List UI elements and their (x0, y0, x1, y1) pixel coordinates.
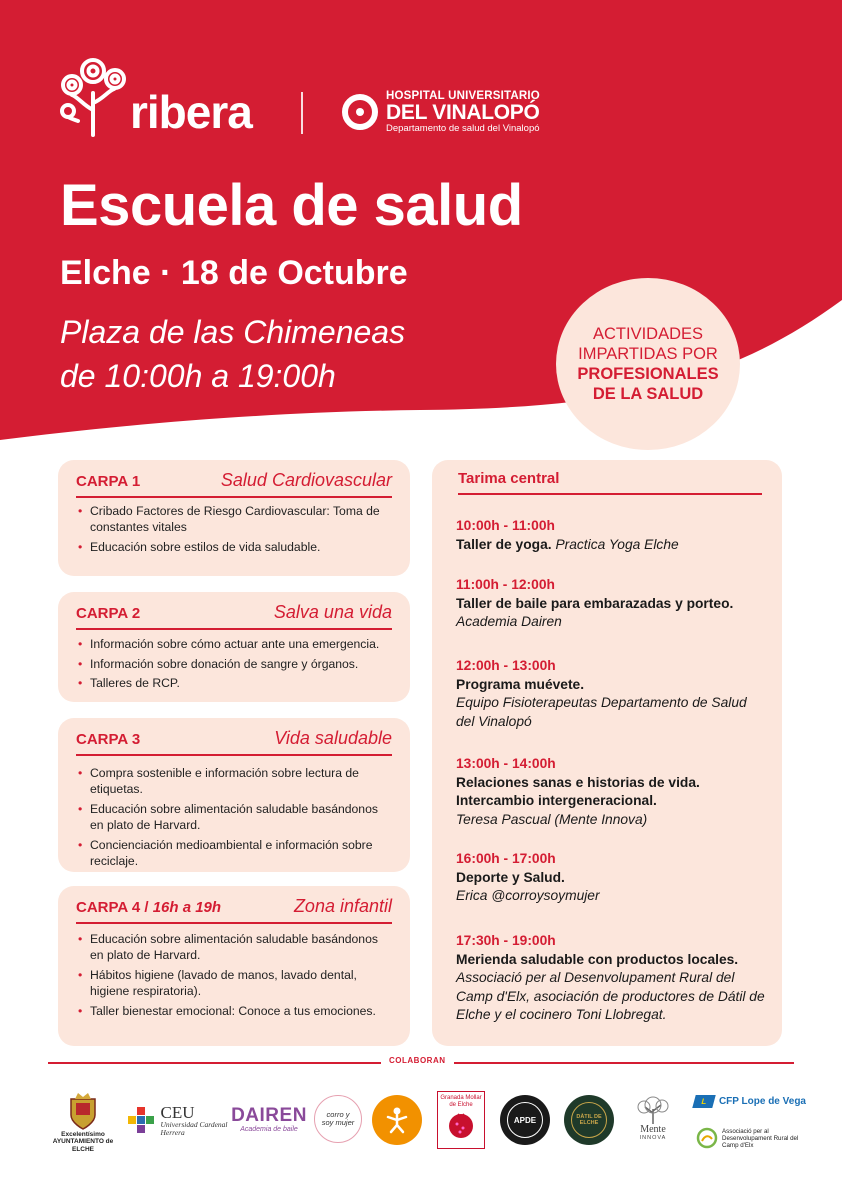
sponsor-mente (626, 1090, 680, 1146)
corro-name: corro y soy mujer (321, 1109, 355, 1127)
schedule-slot (456, 755, 768, 829)
carpa-label (76, 899, 221, 916)
slot-time: 13:00h - 14:00h (456, 756, 556, 771)
list-item: • Información sobre cómo actuar ante una emergencia. (78, 637, 394, 653)
slot-provider: Erica @corroysoymujer (456, 888, 600, 903)
slot-activity: Taller de baile para embarazadas y porteo. (456, 595, 734, 611)
place-line1: Plaza de las Chimeneas (60, 314, 406, 350)
schedule-slot (456, 576, 768, 632)
slot-provider: Teresa Pascual (Mente Innova) (456, 811, 648, 827)
pomegranate-icon (446, 1110, 476, 1140)
sponsor-corro (314, 1095, 362, 1143)
dairen-sub: Academia de baile (240, 1125, 298, 1133)
camp-elx-icon (696, 1127, 718, 1149)
carpa-items (78, 766, 394, 874)
apde-name: APDE (507, 1102, 543, 1138)
carpa-label: CARPA 3 (76, 731, 141, 748)
tree-brain-icon (635, 1095, 671, 1125)
list-item: • Talleres de RCP. (78, 676, 394, 692)
sponsor-cfp (694, 1092, 806, 1110)
camp-elx-name: Associació per al Desenvolupament Rural del Camp d'Elx (722, 1127, 799, 1149)
list-item: • Concienciación medioambiental e información sobre reciclaje. (78, 838, 394, 869)
carpa-1-card (58, 460, 410, 576)
carpa-hours: 16h a 19h (152, 899, 222, 916)
hospital-line3: Departamento de salud del Vinalopó (386, 123, 540, 134)
sponsor-dairen (231, 1098, 307, 1140)
carpa-title: Zona infantil (293, 896, 392, 916)
list-item: • Taller bienestar emocional: Conoce a tus emociones. (78, 1004, 394, 1020)
tree-icon (58, 55, 128, 137)
slot-provider: Practica Yoga Elche (555, 536, 679, 552)
cfp-name: CFP Lope de Vega (718, 1095, 806, 1107)
schedule-slot (456, 850, 768, 906)
sponsor-camp-elx (696, 1122, 808, 1154)
slot-time: 17:30h - 19:00h (456, 933, 556, 948)
page-title: Escuela de salud (60, 173, 523, 238)
ayuntamiento-text: Excelentísimo AYUNTAMIENTO de ELCHE (52, 1130, 114, 1153)
list-item: • Información sobre donación de sangre y órganos. (78, 657, 394, 673)
slot-provider: Associació per al Desenvolupament Rural del Camp d'Elx, asociación de productores de Dátil de Elche y el cocinero Toni Llobregat. (456, 970, 765, 1022)
mente-name: Mente (640, 1124, 666, 1135)
event-date: Elche · 18 de Octubre (60, 254, 408, 292)
datil-name: DÀTIL DE ELCHE (571, 1102, 607, 1138)
dairen-name: DAIREN (231, 1104, 307, 1126)
carpa-label: CARPA 1 (76, 473, 141, 490)
schedule-slot (456, 517, 768, 554)
granada-name: Granada Mollar de Elche (440, 1095, 482, 1108)
sponsor-ceu (124, 1096, 232, 1144)
collaborators-label: COLABORAN (381, 1056, 454, 1065)
ceu-name: CEU (160, 1102, 195, 1122)
place-line2: de 10:00h a 19:00h (60, 358, 336, 394)
slot-provider: Equipo Fisioterapeutas Departamento de Salud del Vinalopó (456, 695, 747, 729)
bubble-line2: IMPARTIDAS POR (578, 345, 718, 363)
event-place (60, 310, 405, 398)
list-item: • Educación sobre alimentación saludable basándonos en plato de Harvard. (78, 932, 394, 963)
list-item: • Cribado Factores de Riesgo Cardiovascular: Toma de constantes vitales (78, 504, 394, 535)
slot-time: 12:00h - 13:00h (456, 658, 556, 673)
schedule-slot (456, 932, 768, 1025)
sponsor-ayuntamiento (46, 1082, 120, 1162)
slot-activity: Taller de yoga. (456, 536, 552, 552)
hospital-line1: HOSPITAL UNIVERSITARIO (386, 90, 540, 102)
slot-activity: Programa muévete. (456, 676, 585, 692)
carpa-items (78, 932, 394, 1025)
bubble-line1: ACTIVIDADES (592, 325, 704, 343)
carpa-title: Salva una vida (273, 602, 392, 622)
tarima-central-card (432, 460, 782, 1046)
carpa-4-card (58, 886, 410, 1046)
list-item: • Educación sobre alimentación saludable basándonos en plato de Harvard. (78, 802, 394, 833)
slot-time: 16:00h - 17:00h (456, 851, 556, 866)
tarima-title: Tarima central (458, 470, 762, 495)
list-item: • Educación sobre estilos de vida saludable. (78, 540, 394, 556)
ceu-cross-icon (126, 1105, 156, 1135)
bubble-line3: PROFESIONALES (577, 365, 719, 383)
sponsor-apde (500, 1095, 550, 1145)
slot-activity: Deporte y Salud. (456, 869, 565, 885)
carpa-label: CARPA 2 (76, 605, 141, 622)
yoga-figure-icon (382, 1105, 412, 1135)
coat-of-arms-icon (66, 1091, 100, 1131)
list-item: • Hábitos higiene (lavado de manos, lavado dental, higiene respiratoria). (78, 968, 394, 999)
hospital-ring-icon (340, 92, 380, 132)
carpa-3-card (58, 718, 410, 872)
carpa-items (78, 504, 394, 561)
carpa-2-card (58, 592, 410, 702)
slot-time: 11:00h - 12:00h (456, 577, 555, 592)
hospital-logo (340, 90, 540, 134)
ribera-logo (58, 55, 252, 137)
sponsor-yoga (372, 1095, 422, 1145)
sponsor-granada (437, 1091, 485, 1149)
mente-sub: INNOVA (639, 1135, 667, 1141)
ribera-wordmark: ribera (130, 86, 252, 138)
list-item: • Compra sostenible e información sobre lectura de etiquetas. (78, 766, 394, 797)
logo-divider (301, 92, 303, 134)
carpa-label-text: CARPA 4 / (76, 899, 153, 916)
carpa-title: Vida saludable (274, 728, 392, 748)
cfp-logo-icon: L (692, 1095, 715, 1108)
sponsor-datil (564, 1095, 614, 1145)
hospital-line2: DEL VINALOPÓ (386, 101, 540, 124)
slot-activity: Relaciones sanas e historias de vida. Intercambio intergeneracional. (456, 774, 700, 808)
carpa-items (78, 637, 394, 696)
carpa-title: Salud Cardiovascular (220, 470, 392, 490)
schedule-slot (456, 657, 768, 731)
slot-activity: Merienda saludable con productos locales. (456, 951, 739, 967)
slot-provider: Academia Dairen (456, 614, 562, 629)
ceu-sub: Universidad Cardenal Herrera (160, 1119, 228, 1137)
professionals-bubble (556, 278, 740, 450)
slot-time: 10:00h - 11:00h (456, 518, 555, 533)
bubble-line4: DE LA SALUD (592, 385, 704, 403)
